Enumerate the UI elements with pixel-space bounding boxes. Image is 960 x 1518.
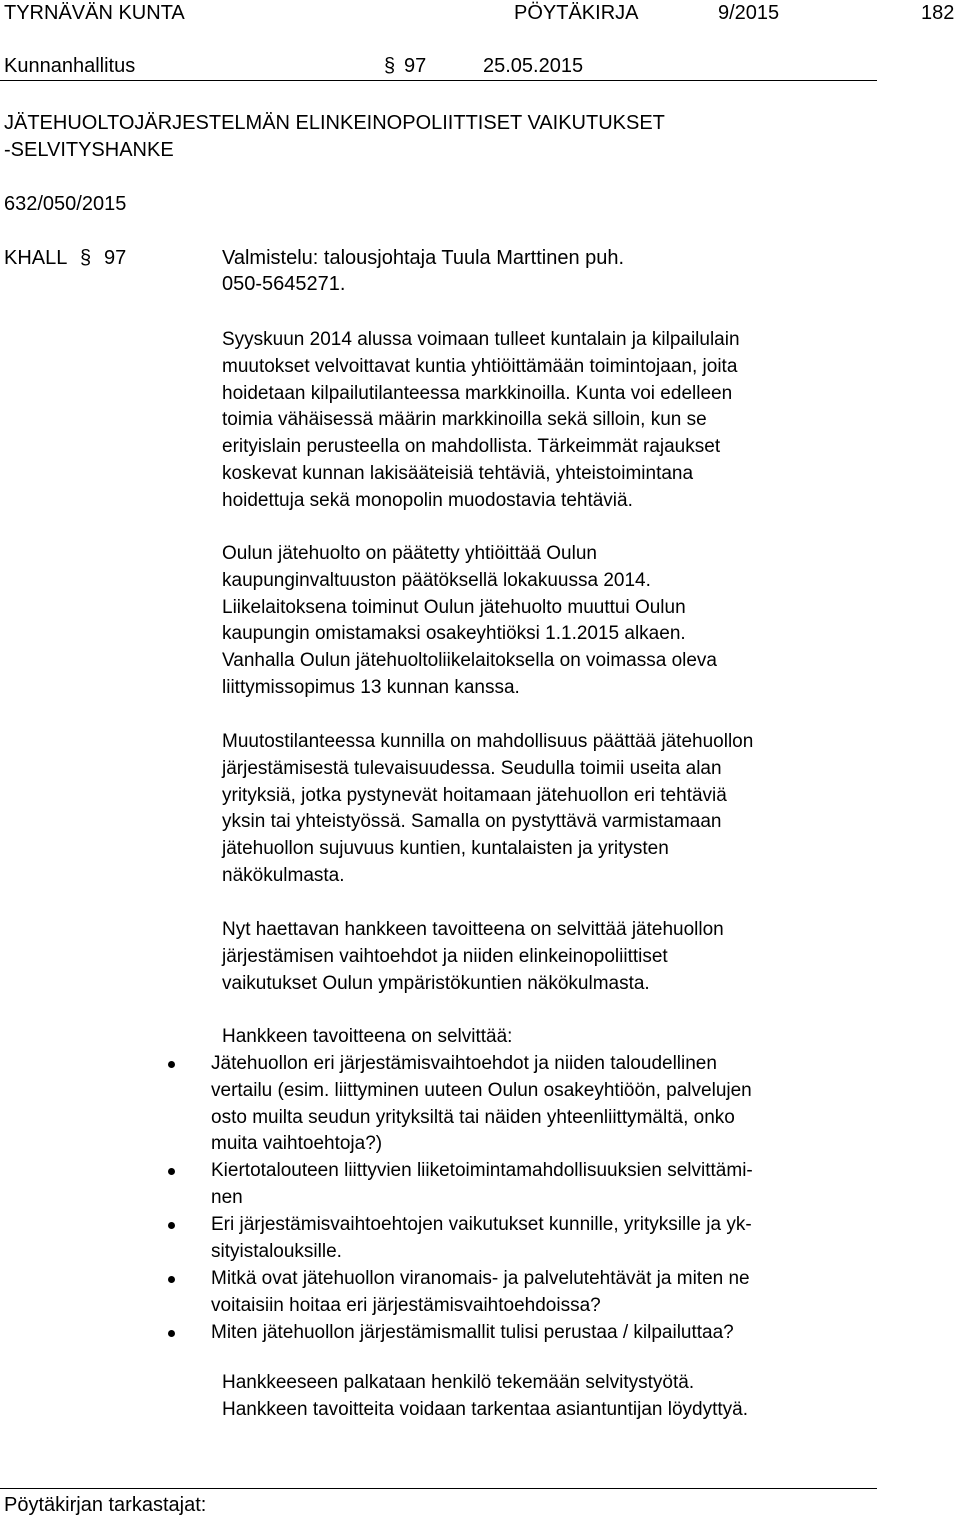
goals-intro: [222, 1024, 942, 1051]
paragraph: [222, 327, 942, 515]
preparation-note: [222, 245, 942, 297]
paragraph-line: järjestämisestä tulevaisuudessa. Seudulla toimii useita alan: [222, 757, 722, 779]
paragraph-line: näkökulmasta.: [222, 864, 345, 886]
paragraph-line: järjestämisen vaihtoehdot ja niiden elinkeinopoliittiset: [222, 945, 668, 967]
item-ref-label: KHALL: [4, 247, 68, 269]
paragraph-line: erityislain perusteella on mahdollista. Tärkeimmät rajaukset: [222, 436, 721, 458]
bullet-icon: [168, 1330, 175, 1337]
paragraph-line: vaikutukset Oulun ympäristökuntien näkökulmasta.: [222, 972, 650, 994]
list-item-line: Jätehuollon eri järjestämisvaihtoehdot ja niiden taloudellinen: [211, 1053, 717, 1074]
list-item-line: osto muilta seudun yrityksiltä tai näiden yhteenliittymältä, onko: [211, 1106, 735, 1128]
closing-line: Hankkeeseen palkataan henkilö tekemään selvitystyötä.: [222, 1372, 695, 1393]
paragraph-line: hoidettuja sekä monopolin muodostavia tehtäviä.: [222, 489, 633, 511]
section-symbol: §: [384, 55, 396, 77]
list-item-line: Kiertotalouteen liittyvien liiketoimintamahdollisuuksien selvittämi-: [211, 1160, 753, 1181]
header-rule: [0, 80, 877, 81]
paragraph-line: kaupungin omistamaksi osakeyhtiöksi 1.1.2015 alkaen.: [222, 623, 686, 645]
paragraph-line: Liikelaitoksena toiminut Oulun jätehuolto muuttui Oulun: [222, 596, 686, 618]
footer-rule: [0, 1488, 877, 1489]
preparation-line: Valmistelu: talousjohtaja Tuula Marttinen puh.: [222, 247, 625, 269]
list-item-line: voitaisiin hoitaa eri järjestämisvaihtoehdoissa?: [211, 1294, 601, 1316]
paragraph-line: liittymissopimus 13 kunnan kanssa.: [222, 676, 520, 698]
list-item-line: Mitkä ovat jätehuollon viranomais- ja palvelutehtävät ja miten ne: [211, 1268, 750, 1289]
paragraph-line: koskevat kunnan lakisääteisiä tehtäviä, yhteistoimintana: [222, 462, 694, 484]
item-ref-number: 97: [104, 247, 127, 269]
paragraph-line: yksin tai yhteistyössä. Samalla on pystyttävä varmistamaan: [222, 811, 722, 833]
preparation-line: 050-5645271.: [222, 273, 346, 295]
paragraph-line: jätehuollon sujuvuus kuntien, kuntalaisten ja yritysten: [222, 838, 669, 860]
section-number: 97: [404, 55, 427, 77]
paragraph: [222, 917, 942, 997]
document-number: 9/2015: [718, 2, 780, 24]
list-item-line: muita vaihtoehtoja?): [211, 1133, 383, 1155]
municipality-name: TYRNÄVÄN KUNTA: [4, 2, 185, 24]
paragraph-line: Vanhalla Oulun jätehuoltoliikelaitoksella on voimassa oleva: [222, 650, 718, 672]
paragraph: [222, 729, 942, 890]
closing-note: [222, 1370, 942, 1424]
list-item-line: Eri järjestämisvaihtoehtojen vaikutukset kunnille, yrityksille ja yk-: [211, 1214, 752, 1235]
council-name: Kunnanhallitus: [4, 55, 136, 77]
list-item-line: nen: [211, 1186, 243, 1208]
meeting-date: 25.05.2015: [483, 55, 584, 77]
bullet-icon: [168, 1168, 175, 1175]
paragraph-line: muutokset velvoittavat kuntia yhtiöittämään toimintojaan, joita: [222, 355, 738, 377]
paragraph-line: kaupunginvaltuuston päätöksellä lokakuussa 2014.: [222, 569, 651, 591]
paragraph-line: hoidetaan kilpailutilanteessa markkinoilla. Kunta voi edelleen: [222, 382, 733, 404]
paragraph-line: Oulun jätehuolto on päätetty yhtiöittää Oulun: [222, 543, 597, 564]
document-type: PÖYTÄKIRJA: [514, 2, 639, 24]
paragraph-line: yrityksiä, jotka pystynevät hoitamaan jätehuollon eri tehtäviä: [222, 784, 727, 806]
bullet-icon: [168, 1061, 175, 1068]
paragraph-line: Muutostilanteessa kunnilla on mahdollisuus päättää jätehuollon: [222, 731, 754, 752]
bullet-icon: [168, 1276, 175, 1283]
paragraph-line: Nyt haettavan hankkeen tavoitteena on selvittää jätehuollon: [222, 919, 724, 940]
item-ref-symbol: §: [80, 247, 92, 269]
closing-line: Hankkeen tavoitteita voidaan tarkentaa asiantuntijan löydyttyä.: [222, 1398, 748, 1420]
paragraph-line: toimia vähäisessä määrin markkinoilla sekä silloin, kun se: [222, 409, 707, 431]
paragraph: [222, 541, 942, 702]
bullet-icon: [168, 1222, 175, 1229]
goals-intro-text: Hankkeen tavoitteena on selvittää:: [222, 1026, 513, 1047]
page-number: 182: [921, 2, 955, 24]
list-item-line: Miten jätehuollon järjestämismallit tulisi perustaa / kilpailuttaa?: [211, 1322, 734, 1343]
list-item-line: vertailu (esim. liittyminen uuteen Oulun osakeyhtiöön, palvelujen: [211, 1079, 752, 1101]
reviewers-label: Pöytäkirjan tarkastajat:: [4, 1494, 207, 1516]
item-title-line-2: -SELVITYSHANKE: [4, 139, 174, 161]
item-title-line-1: JÄTEHUOLTOJÄRJESTELMÄN ELINKEINOPOLIITTISET VAIKUTUKSET: [4, 112, 665, 134]
list-item-line: sityistalouksille.: [211, 1240, 342, 1262]
record-number: 632/050/2015: [4, 193, 127, 215]
paragraph-line: Syyskuun 2014 alussa voimaan tulleet kuntalain ja kilpailulain: [222, 329, 740, 350]
